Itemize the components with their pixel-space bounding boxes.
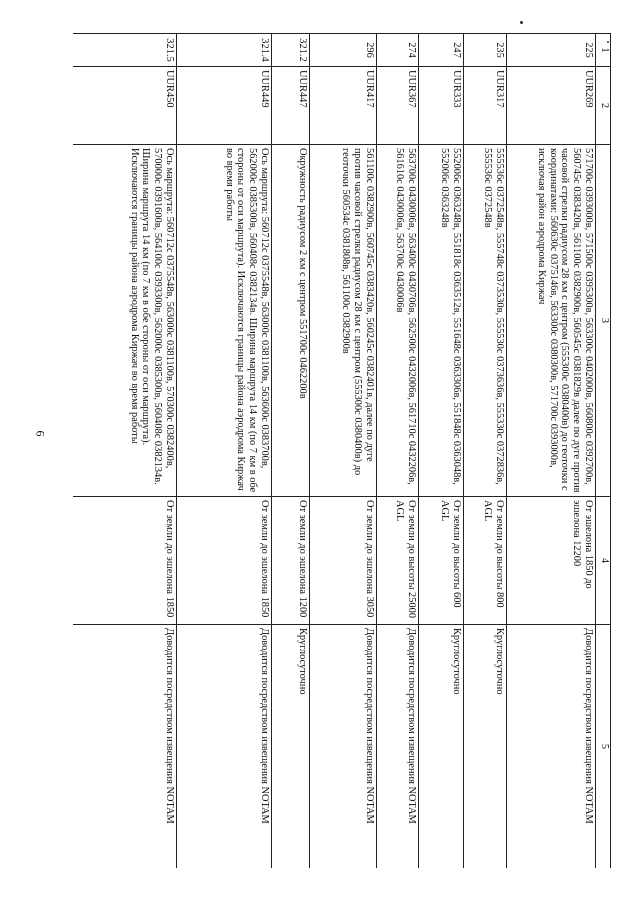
table-row: [272, 34, 310, 869]
zone-time: Доводится посредством извещения NOTAM: [177, 625, 272, 869]
zone-code: UUR269: [507, 67, 596, 145]
zone-time: Доводится посредством извещения NOTAM: [73, 625, 177, 869]
page-number: 6: [33, 430, 48, 437]
zone-altitude: От земли до эшелона 1200: [272, 497, 310, 625]
zone-time: Доводится посредством извещения NOTAM: [310, 625, 377, 869]
zone-boundary: Ось маршрута: 560712с 0375548в, 563000с 0381100в, 570300с 0382400в, 570000с 0391600в, 564100с 0393300в, 562000с 0385300в, 560408с 0382134в. Ширина маршрута 14 км (по 7 км в обе стороны от оси маршрута). Исключаются границы района аэродрома Киржач во время работы: [73, 145, 177, 497]
zone-code: UUR367: [377, 67, 419, 145]
row-number: 235: [464, 34, 507, 67]
table-row: [177, 34, 272, 869]
rotated-table-frame: [73, 33, 611, 868]
zone-boundary: 555536с 0372548в, 555748с 0373530в, 555530с 0373636в, 555330с 0372836в, 555536с 0372548в: [464, 145, 507, 497]
zone-time: Круглосуточно: [419, 625, 464, 869]
zone-code: UUR317: [464, 67, 507, 145]
zone-time: Круглосуточно: [464, 625, 507, 869]
row-number: 225: [507, 34, 596, 67]
table-row: [419, 34, 464, 869]
zone-boundary: 561100с 0382900в, 560745с 0383420в, 560245с 0382401в, далее по дуге против часовой стрелки радиусом 28 км с центром (555300с 0380400в) до геоточки 560534с 0381808в, 561100с 0382900в: [310, 145, 377, 497]
zone-code: UUR333: [419, 67, 464, 145]
zone-code: UUR449: [177, 67, 272, 145]
scan-speck: [520, 21, 523, 24]
zone-code: UUR450: [73, 67, 177, 145]
zone-altitude: От земли до эшелона 3050: [310, 497, 377, 625]
table-row: [377, 34, 419, 869]
row-number: 296: [310, 34, 377, 67]
zone-boundary: Ось маршрута: 560712с 0375548в, 563000с 0381100в, 563600с 0383700в, 562000с 0385300в, 560408с 0382134в. Ширина маршрута 14 км (по 7 км в обе стороны от оси маршрута). Исключаются границы района аэродрома Киржач во время работы: [177, 145, 272, 497]
zone-boundary: 563700с 0430006в, 563400с 0430706в, 562500с 0432006в, 561710с 0432206в, 561610с 0430006в, 563700с 0430006в: [377, 145, 419, 497]
column-number-2: 2: [596, 67, 611, 145]
table-row: [73, 34, 177, 869]
row-number: 247: [419, 34, 464, 67]
table-header-row: [596, 34, 611, 869]
row-number: 321.2: [272, 34, 310, 67]
zone-boundary: 552006с 0363248в, 551818с 0363512в, 551648с 0363306в, 551848с 0363048в, 552006с 0363248в: [419, 145, 464, 497]
row-number: 274: [377, 34, 419, 67]
airspace-zones-table: [73, 33, 611, 868]
column-number-5: 5: [596, 625, 611, 869]
table-row: [464, 34, 507, 869]
zone-boundary: Окружность радиусом 2 км с центром 551700с 0462200в: [272, 145, 310, 497]
zone-altitude: От земли до высоты 600 AGL: [419, 497, 464, 625]
column-number-1: 1: [596, 34, 611, 67]
table-row: [507, 34, 596, 869]
rotated-table-container: [73, 33, 611, 868]
zone-time: Доводится посредством извещения NOTAM: [507, 625, 596, 869]
zone-altitude: От эшелона 1850 до эшелона 12200: [507, 497, 596, 625]
row-number: 321.5: [73, 34, 177, 67]
zone-time: Круглосуточно: [272, 625, 310, 869]
column-number-3: 3: [596, 145, 611, 497]
zone-code: UUR417: [310, 67, 377, 145]
zone-code: UUR447: [272, 67, 310, 145]
zone-time: Доводится посредством извещения NOTAM: [377, 625, 419, 869]
column-number-4: 4: [596, 497, 611, 625]
zone-altitude: От земли до эшелона 1850: [177, 497, 272, 625]
table-row: [310, 34, 377, 869]
zone-altitude: От земли до высоты 800 AGL: [464, 497, 507, 625]
row-number: 321.4: [177, 34, 272, 67]
zone-boundary: 571700с 0393000в, 571500с 0395300в, 563300с 0402000в, 560800с 0392700в, 560745с 0383420в, 561100с 0382900в, 560545с 0381829в далее по дуге против часовой стрелки радиусом 28 км с центром (555300с 0380400в) до геоточки с координатами: 560630с 0375146в, 563300с 0380300в, 571700с 0393000в, исключая район аэродрома Киржач: [507, 145, 596, 497]
zone-altitude: От земли до высоты 25000 AGL: [377, 497, 419, 625]
zone-altitude: От земли до эшелона 1850: [73, 497, 177, 625]
